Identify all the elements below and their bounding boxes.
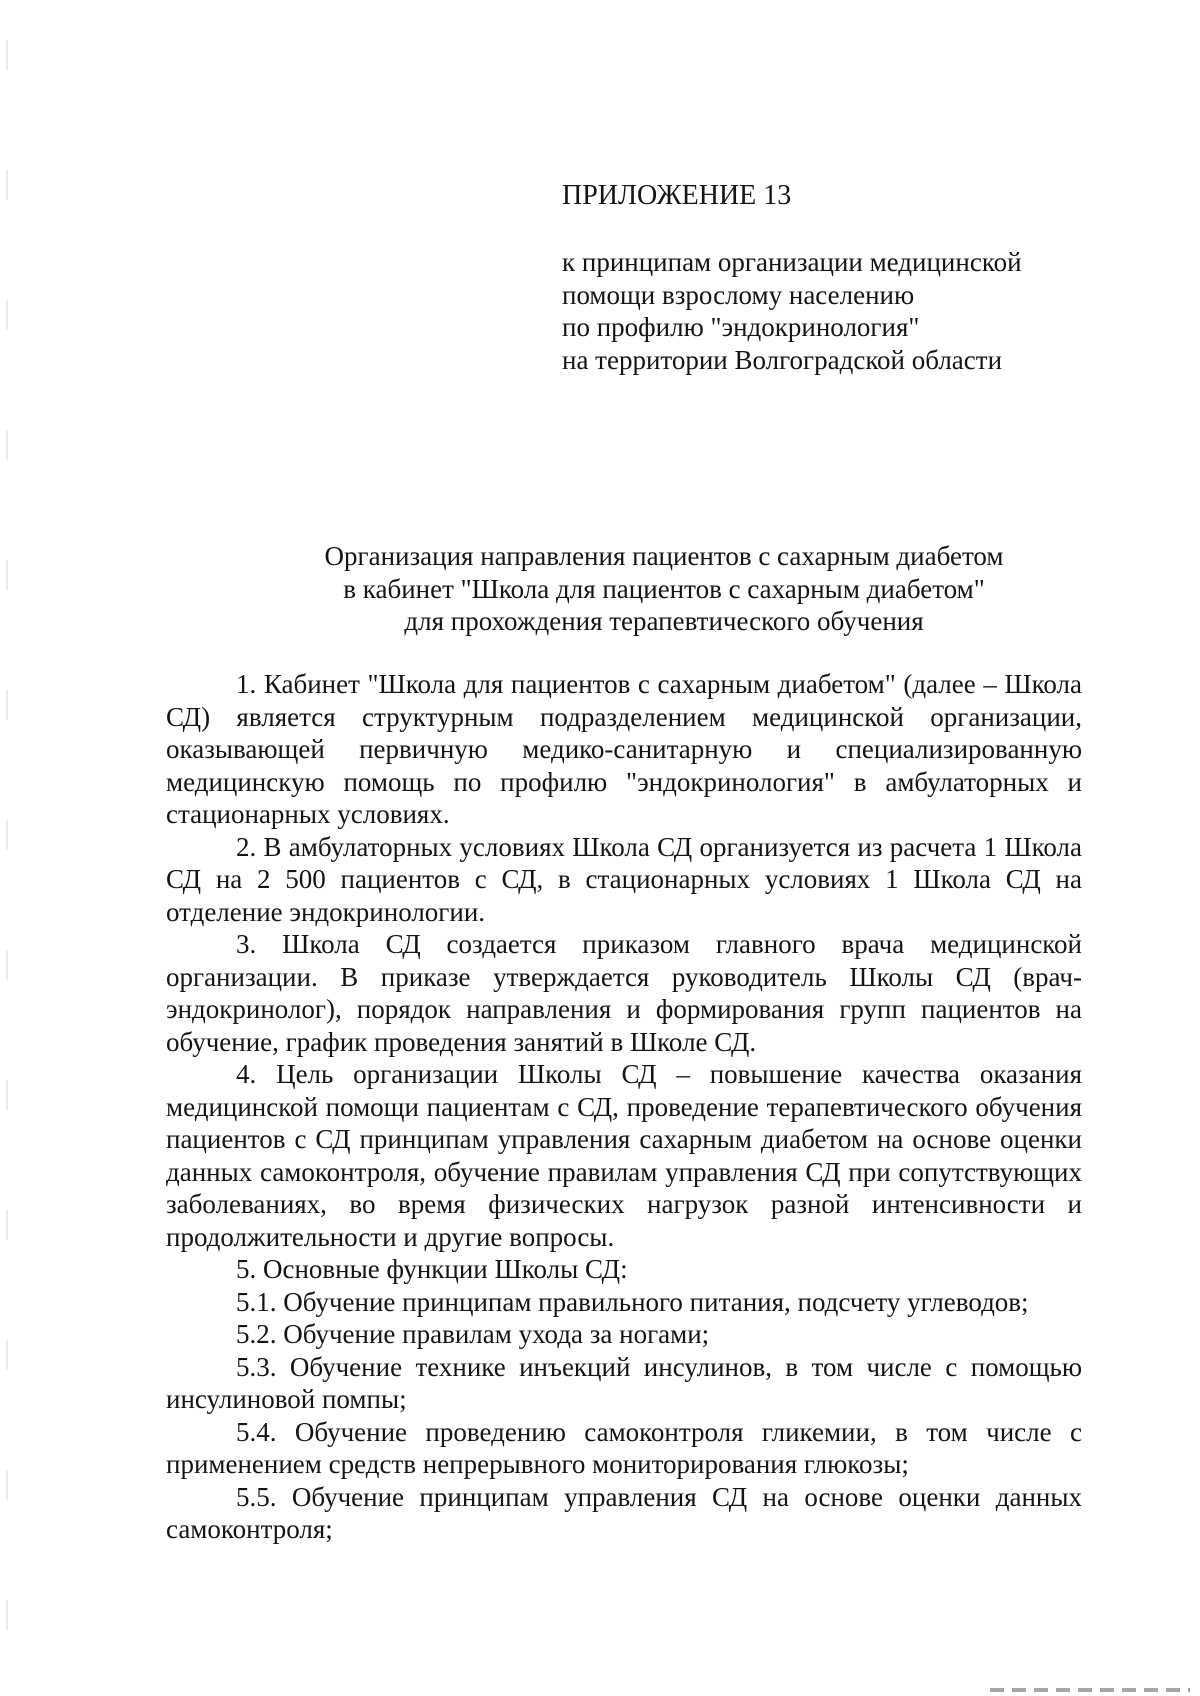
paragraph-4 (166, 1058, 1082, 1253)
document-body (166, 668, 1082, 1546)
paragraph-text: 5.2. Обучение правилам ухода за ногами; (236, 1319, 710, 1349)
appendix-subtitle-line: на территории Волгоградской области (562, 344, 1003, 375)
paragraph-text: 5.4. Обучение проведению самоконтроля гликемии, в том числе с применением средств непрерывного мониторирования глюкозы; (166, 1416, 1082, 1479)
appendix-subtitle (562, 246, 1122, 376)
document-heading (170, 540, 1158, 638)
paragraph-text: 5.1. Обучение принципам правильного питания, подсчету углеводов; (236, 1286, 1029, 1317)
paragraph-5-2 (166, 1318, 1082, 1351)
paragraph-2 (166, 831, 1082, 929)
paragraph-5-5 (166, 1481, 1082, 1546)
heading-line: Организация направления пациентов с сахарным диабетом (324, 541, 1004, 571)
paragraph-5-3 (166, 1351, 1082, 1416)
appendix-subtitle-line: к принципам организации медицинской (562, 247, 1022, 277)
heading-line: для прохождения терапевтического обучения (404, 606, 924, 636)
paragraph-5-1 (166, 1286, 1082, 1319)
appendix-subtitle-line: помощи взрослому населению (562, 279, 915, 310)
paragraph-text: 1. Кабинет "Школа для пациентов с сахарным диабетом" (далее – Школа СД) является структурным подразделением медицинской организации, оказывающей первичную медико-санитарную и специализированную медицинскую помощь по профилю "эндокринология" в амбулаторных и стационарных условиях. (166, 669, 1082, 829)
scan-bottom-marks (990, 1688, 1190, 1692)
heading-line: в кабинет "Школа для пациентов с сахарным диабетом" (343, 573, 985, 604)
appendix-subtitle-line: по профилю "эндокринология" (562, 312, 920, 342)
paragraph-text: 5.3. Обучение технике инъекций инсулинов, в том числе с помощью инсулиновой помпы; (166, 1351, 1082, 1414)
scan-edge-marks (6, 0, 8, 1696)
paragraph-text: 5. Основные функции Школы СД: (236, 1254, 628, 1284)
paragraph-text: 2. В амбулаторных условиях Школа СД организуется из расчета 1 Школа СД на 2 500 пациентов с СД, в стационарных условиях 1 Школа СД на отделение эндокринологии. (166, 831, 1082, 927)
paragraph-text: 4. Цель организации Школы СД – повышение качества оказания медицинской помощи пациентам с СД, проведение терапевтического обучения пациентов с СД принципам управления сахарным диабетом на основе оценки данных самоконтроля, обучение правилам управления СД при сопутствующих заболеваниях, во время физических нагрузок разной интенсивности и продолжительности и другие вопросы. (166, 1059, 1082, 1252)
paragraph-1 (166, 668, 1082, 831)
paragraph-text: 5.5. Обучение принципам управления СД на основе оценки данных самоконтроля; (166, 1481, 1082, 1544)
paragraph-5-4 (166, 1416, 1082, 1481)
paragraph-5 (166, 1253, 1082, 1286)
paragraph-text: 3. Школа СД создается приказом главного врача медицинской организации. В приказе утверждается руководитель Школы СД (врач-эндокринолог), порядок направления и формирования групп пациентов на обучение, график проведения занятий в Школе СД. (166, 929, 1082, 1057)
paragraph-3 (166, 928, 1082, 1058)
appendix-title: ПРИЛОЖЕНИЕ 13 (562, 180, 792, 211)
